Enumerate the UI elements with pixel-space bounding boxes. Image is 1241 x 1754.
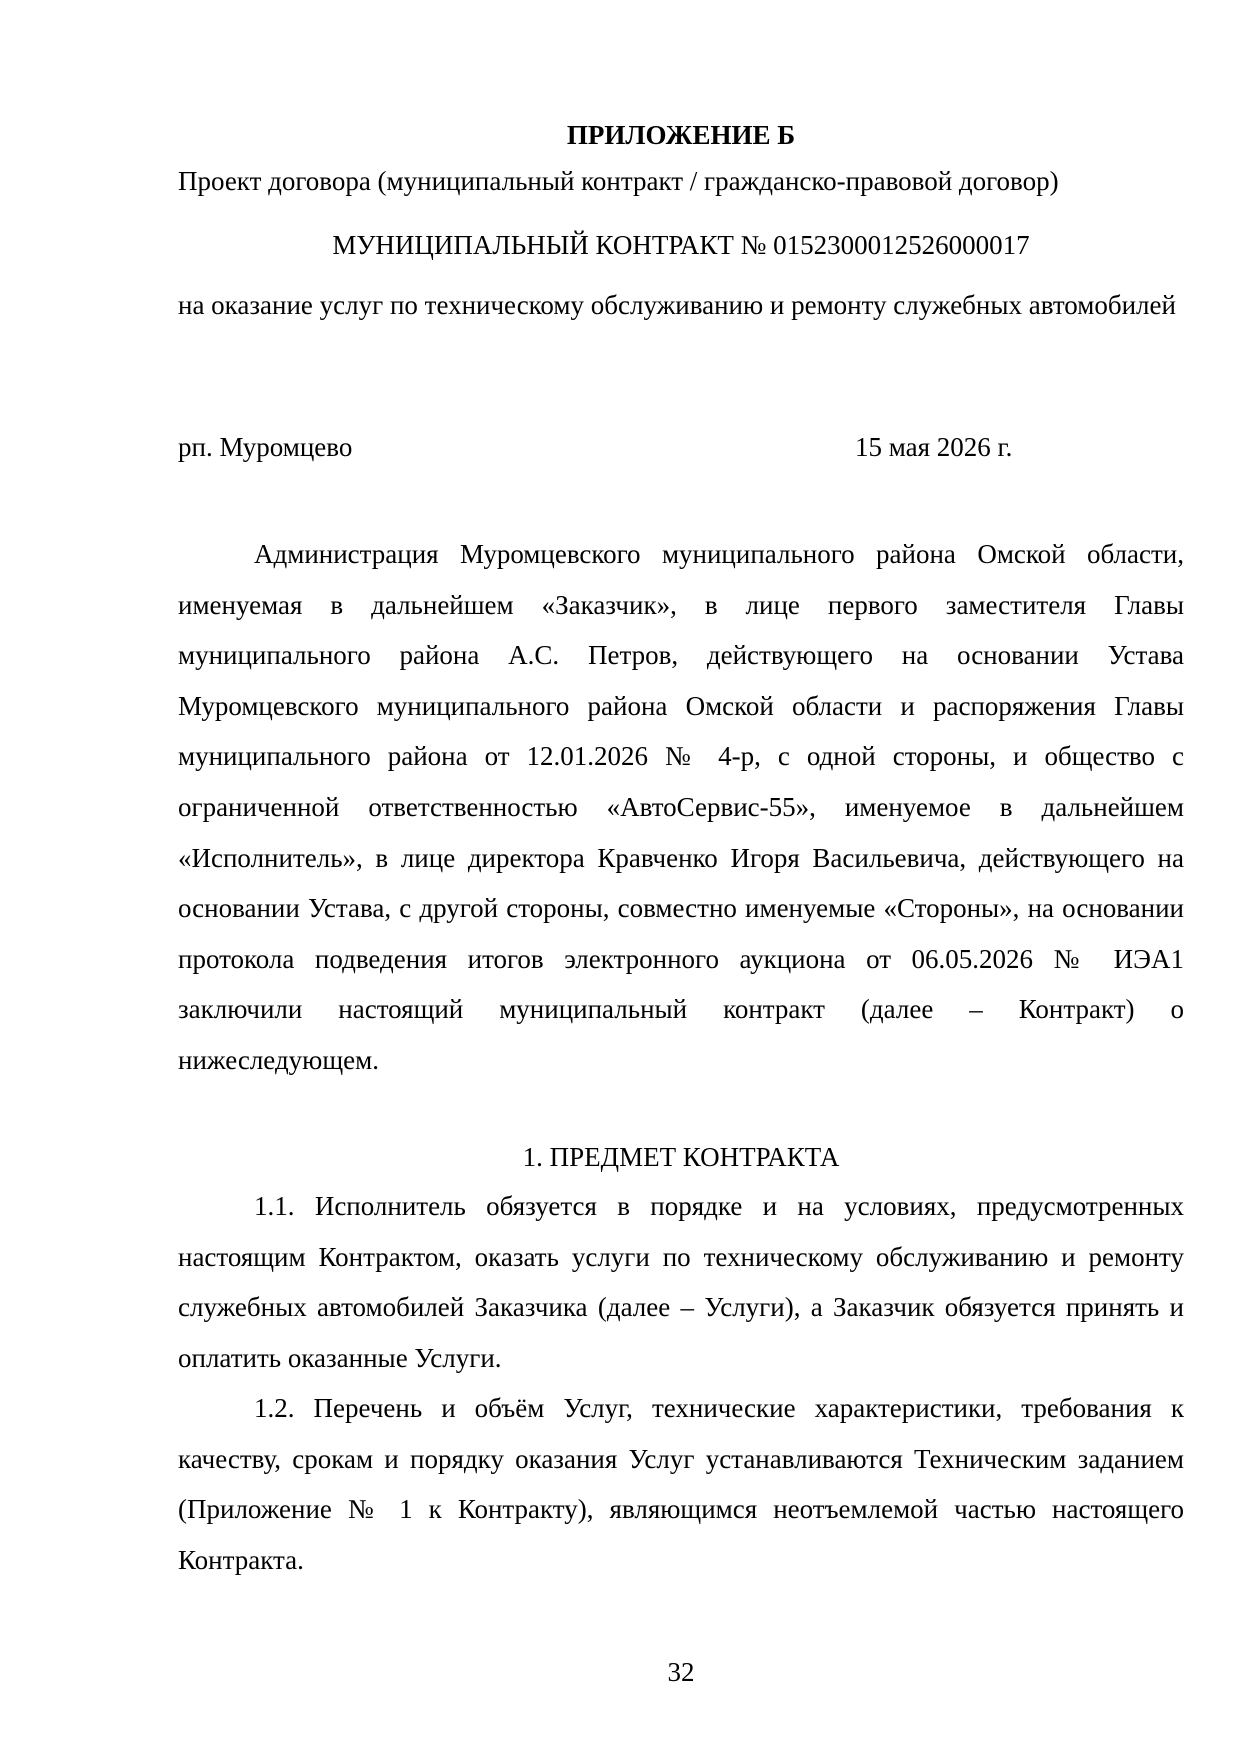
contract-preamble: Администрация Муромцевского муниципального района Омской области, именуемая в дальнейшем «Заказчик», в лице первого заместителя Главы муниципального района А.С. Петров, действующего на основании Устава Муромцевского муниципального района Омской области и распоряжения Главы муниципального района от 12.01.2026 № 4-р, с одной стороны, и общество с ограниченной ответственностью «АвтоСервис-55», именуемое в дальнейшем «Исполнитель», в лице директора Кравченко Игоря Васильевича, действующего на основании Устава, с другой стороны, совместно именуемые «Стороны», на основании протокола подведения итогов электронного аукциона от 06.05.2026 № ИЭА1 заключили настоящий муниципальный контракт (далее – Контракт) о нижеследующем. xyxy=(178,539,1184,1075)
contract-date: 15 мая 2026 г. xyxy=(855,432,1013,462)
page-number: 32 xyxy=(667,1657,695,1687)
section-title: 1. ПРЕДМЕТ КОНТРАКТА xyxy=(522,1142,840,1172)
contract-subject: на оказание услуг по техническому обслуживанию и ремонту служебных автомобилей xyxy=(178,290,1176,320)
contract-title: МУНИЦИПАЛЬНЫЙ КОНТРАКТ № 0152300012526000017 xyxy=(332,230,1030,260)
appendix-title: ПРИЛОЖЕНИЕ Б xyxy=(566,120,796,150)
clause-1-1: 1.1. Исполнитель обязуется в порядке и на условиях, предусмотренных настоящим Контрактом, оказать услуги по техническому обслуживанию и ремонту служебных автомобилей Заказчика (далее – Услуги), а Заказчик обязуется принять и оплатить оказанные Услуги. xyxy=(178,1191,1184,1373)
clause-1-2: 1.2. Перечень и объём Услуг, технические характеристики, требования к качеству, срокам и порядку оказания Услуг устанавливаются Техническим заданием (Приложение № 1 к Контракту), являющимся неотъемлемой частью настоящего Контракта. xyxy=(178,1393,1184,1575)
contract-place: рп. Муромцево xyxy=(178,432,353,462)
appendix-subtitle: Проект договора (муниципальный контракт / гражданско-правовой договор) xyxy=(178,166,1059,196)
